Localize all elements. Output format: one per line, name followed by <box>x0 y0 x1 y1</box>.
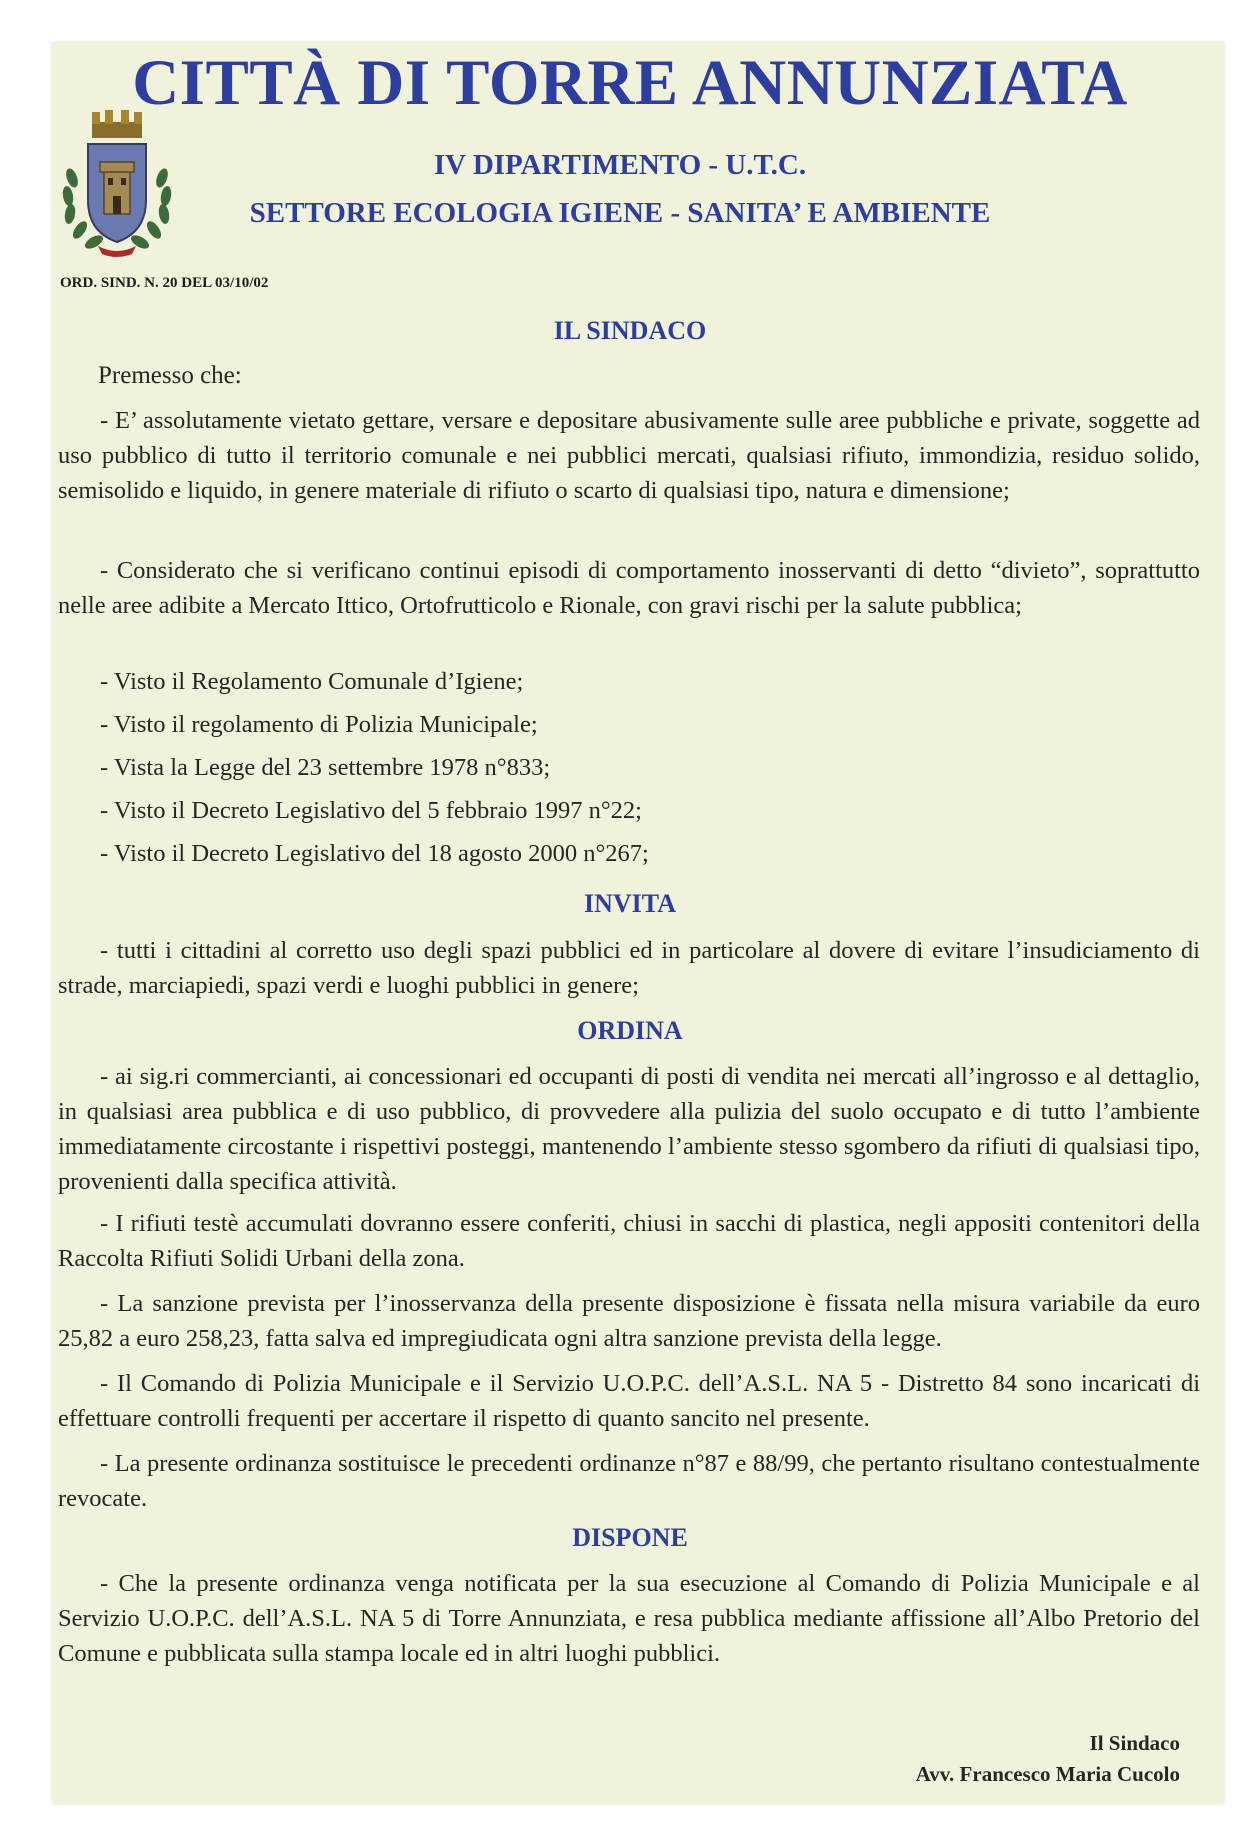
ordina-heading: ORDINA <box>577 1016 683 1045</box>
ordinance-reference: ORD. SIND. N. 20 DEL 03/10/02 <box>60 275 269 291</box>
premesso-paragraph: - Visto il regolamento di Polizia Municipale; <box>100 711 538 738</box>
premesso-paragraph: - Visto il Decreto Legislativo del 5 febbraio 1997 n°22; <box>100 797 642 824</box>
dispone-paragraph: - Che la presente ordinanza venga notificata per la sua esecuzione al Comando di Polizia Municipale e al Servizio U.O.P.C. dell’A.S.L. NA 5 di Torre Annunziata, e resa pubblica mediante affissione all’Albo Pretorio del Comune e pubblicata sulla stampa locale ed in altri luoghi pubblici. <box>58 1570 1200 1667</box>
ordina-paragraph: - La presente ordinanza sostituisce le precedenti ordinanze n°87 e 88/99, che pertanto risultano contestualmente revocate. <box>58 1450 1200 1512</box>
dispone-heading: DISPONE <box>572 1523 688 1552</box>
signature-name: Avv. Francesco Maria Cucolo <box>915 1762 1180 1786</box>
invita-paragraph: - tutti i cittadini al corretto uso degli spazi pubblici ed in particolare al dovere di evitare l’insudiciamento di strade, marciapiedi, spazi verdi e luoghi pubblici in genere; <box>58 937 1200 999</box>
invita-heading: INVITA <box>584 889 676 918</box>
ordina-paragraph: - Il Comando di Polizia Municipale e il Servizio U.O.P.C. dell’A.S.L. NA 5 - Distretto 84 sono incaricati di effettuare controlli frequenti per accertare il rispetto di quanto sancito nel presente. <box>58 1370 1200 1432</box>
city-title: CITTÀ DI TORRE ANNUNZIATA <box>132 47 1128 119</box>
premesso-paragraph: - E’ assolutamente vietato gettare, versare e depositare abusivamente sulle aree pubbliche e private, soggette ad uso pubblico di tutto il territorio comunale e nei pubblici mercati, qualsiasi rifiuto, immondizia, residuo solido, semisolido e liquido, in genere materiale di rifiuto o scarto di qualsiasi tipo, natura e dimensione; <box>58 407 1200 504</box>
premesso-paragraph: - Considerato che si verificano continui episodi di comportamento inosservanti di detto “divieto”, soprattutto nelle aree adibite a Mercato Ittico, Ortofrutticolo e Rionale, con gravi rischi per la salute pubblica; <box>58 557 1200 619</box>
premesso-paragraph: - Visto il Decreto Legislativo del 18 agosto 2000 n°267; <box>100 840 649 867</box>
premesso-paragraph: - Visto il Regolamento Comunale d’Igiene; <box>100 668 524 695</box>
il-sindaco-heading: IL SINDACO <box>553 316 707 345</box>
sector-heading: SETTORE ECOLOGIA IGIENE - SANITA’ E AMBIENTE <box>249 197 991 229</box>
city-coat-of-arms-icon <box>58 108 176 258</box>
ordina-paragraph: - ai sig.ri commercianti, ai concessionari ed occupanti di posti di vendita nei mercati all’ingrosso e al dettaglio, in qualsiasi area pubblica e di uso pubblico, di provvedere alla pulizia del suolo occupato e di tutto l’ambiente immediatamente circostante i rispettivi posteggi, mantenendo l’ambiente stesso sgombero da rifiuti di qualsiasi tipo, provenienti dalla specifica attività. <box>58 1063 1200 1195</box>
signature-role: Il Sindaco <box>1089 1731 1180 1755</box>
ordina-paragraph: - La sanzione prevista per l’inosservanza della presente disposizione è fissata nella misura variabile da euro 25,82 a euro 258,23, fatta salva ed impregiudicata ogni altra sanzione prevista della legge. <box>58 1290 1200 1352</box>
premesso-label: Premesso che: <box>98 362 242 389</box>
ordina-paragraph: - I rifiuti testè accumulati dovranno essere conferiti, chiusi in sacchi di plastica, negli appositi contenitori della Raccolta Rifiuti Solidi Urbani della zona. <box>58 1210 1200 1272</box>
premesso-paragraph: - Vista la Legge del 23 settembre 1978 n°833; <box>100 754 551 781</box>
department-heading: IV DIPARTIMENTO - U.T.C. <box>433 149 807 181</box>
